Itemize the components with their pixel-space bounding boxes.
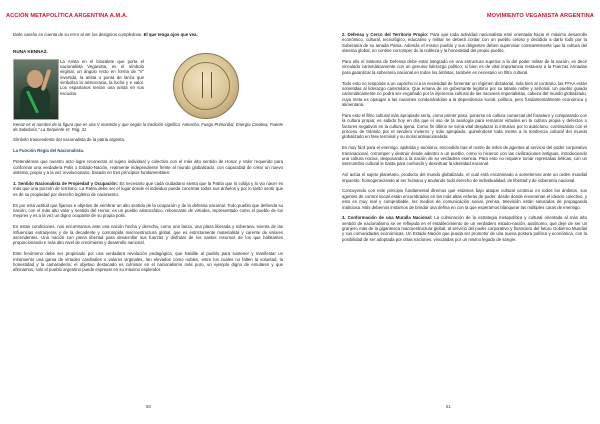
paragraph-5: Este fenómeno debe ser propiciado por una verdadera revolución pedagógica, que habilite al pueblo para sostener y manifestar un miramiento una gama de virtudes cardinales o valores virginales, tan elevados como nobles, entre los cuales no falten la voluntad, la honestidad y la camaradería; el objetivo destacado es culminar en el nacionalismo más puro, un ejemplo digno de emulares y que afirmamos, solo el pueblo argentino puede expresar en su máximo esplendor. [13, 251, 283, 273]
symbol-line: Símbolo trascendente del nacionalista de la patria argenta. [13, 137, 126, 143]
principle-3-text: La culminación de la estrategia metapolítica y cultural orientada al más alto sentido de nacionalismo se ve reflejada en el establecimiento de un verdadero estado-nación, autónomo, que deje de ser un granjero más de la gigantesca macroestructura global, al servicio del poder corporativo y financiero del futuro Gobierno Mundial y sus comunidades económicas. Un Estado-Nación que pueda ser promotor de una nueva postura política y económica, con la posibilidad de ser adoptada por otras naciones, vinculadas por un mismo legado de sangre. [342, 215, 587, 242]
paragraph-4: En estas condiciones, nos encontramos ante una nación hecha y derecha, como una lanza, una plaza liberada y soberana, exenta de las influencias extranjeras y de la decadente y corrompida macroestructura global, que es estrictamente materialista y carente de valores ascendentes. Una nación con plena libertad para desarrollar sus fuerzas y disfrutar de los vastos recursos de los que habitantes proporcionando e más alto nivel de crecimiento y desarrollo nacional. [13, 224, 283, 246]
right-page [300, 0, 600, 424]
runa-description: La Arista en el brazalete que porta el nacionalista Veganista, es el símbolo virginal, un ángulo recto en forma de "V" invertida, la arista o punta de lanza que simboliza la aristocracia, la lucha y e valor. Los espartanos tenían una arista en sus escudos. [60, 58, 144, 96]
intro-bold-text: El que tenga ojos que vea. [143, 32, 198, 37]
right-paragraph-2: Para ello el Sistema de Defensa debe estar integrado en una estructura superior a la del poder militar de la nación, es decir vinculado carismáticamente con un genuino liderazgo político; si bien es de vital importancia restaurar a la Fuerzas Armadas para garantizar la soberanía nacional en todos los ámbitos, también es necesario un filtro cultural. [342, 58, 587, 75]
right-paragraph-3: Todo esto no responde a un capricho ni a la necesidad de fomentar un régimen dictatorial, más bien al contrario, las FFAA están sometidas al liderazgo carismático. Que emana de un gobernante legítimo por su talante noble y señorial. Un pueblo guiado carismáticamente no podrá ser engañado por la injerencia cultural de las naciones imperialistas, cabeza del mundo globalizado, cuya meta es opaugar a las naciones condenándolas a la dependencia social, política, pero fundamentalmente económica y alimentaria. [342, 80, 587, 107]
left-page-body [13, 32, 283, 278]
section-title: La Función Regia del Nacionalista. [13, 148, 84, 154]
kenaz-rune-coin-icon [173, 53, 239, 119]
right-paragraph-8 [342, 215, 587, 242]
intro-text: tarde caerán en cuenta de su error al ver los designios cumplirdose. [13, 32, 143, 37]
principle-2-text: Para que toda actividad nacionalista esté orientada hacia el máximo desarrollo económico, cultural, tecnológico, educativo y militar se deberá contar con un pueblo celoso y decidido a darlo todo por la Soberanía de su amada Patria. Además el mismo pueblo y sus dirigentes deben supervisar constantemente que la cultura del sistema global, no contine corromper do la nobleza y la honestidad del propio pueblo. [342, 32, 588, 54]
intro-paragraph [13, 32, 283, 37]
nationalist-portrait-image [13, 59, 59, 120]
principle-3-title: 3. Conformación de una Muralla Nacional: [342, 215, 433, 221]
right-page-header: MOVIMIENTO VEGANISTA ARGENTINA [486, 13, 594, 19]
right-page-number: 51 [446, 404, 451, 409]
paragraph-1: Pretendemos que nuestro acto logre reconectar al sujeto individual y colectivo con el más alto sentido de Honor y Valor requerido para conformar una verdadera Polis o Estado-Nación, realmente independiente frente al mundo globalizado, con capacidad de crear un nuevo sistema, propio y a la vez revolucionario, basado en tres principios fundamentales: [13, 159, 283, 176]
runa-title: RUNA KENNAZ. [13, 49, 48, 55]
right-paragraph-5: Es muy fácil para el enemigo, apátrida y anónimo, escondido tras el rostro de miles de agentes al servicio del poder corporativo transnacional, corromper y destruir desde adentro a un pueblo, como lo hicieron con las civilizaciones antiguas, introduciendo una cultura nociva, desposando a la nación de su verdadera esencia. Para esto no requiere tomar represalias bélicas, con un intercambio cultural le basta para confundir y desvirtuar la identidad nacional. [342, 145, 587, 167]
paragraph-2 [13, 181, 283, 197]
right-paragraph-1 [342, 32, 587, 53]
runa-block [13, 59, 283, 119]
right-page-body [342, 32, 587, 248]
principle-1-title: 1. Sentido Nacionalista de Propiedad y Ocupación: [13, 180, 119, 186]
principle-2-title: 2. Defensa y Cerco del Territorio Propio: [342, 32, 429, 37]
right-paragraph-7: Concuyendo con este principio fundamental diremos que estamos bajo ataque cultural continuo en todos los ámbitos, sus agentes de control social están encumbrados en las más altas esferas de poder, desde donde envenenan el ideario colectivo, y esto es muy real y comprobable, los medios de comunicación social, prensa, televisión están saturados de propaganda maliciosa. Más debemos instarnos de brindar una defina en con la que esperamos blanquear las múltiples caras de enemigo. [342, 188, 587, 210]
right-paragraph-4: Para esto el filtro cultural más apropiado sería, como primer paso, ponerse en cultura comercial del forastero y comparando con la cultura propia; es sabido hoy en día que el uso de la axiología para remarcar virtudes en la cultura propia y defectos o factores negativos en la cultura ajena. Como fin último se torna vital desplazar lo intrusivo por lo autóctono, continuando con el proceso de tránsito por el sendero invierno y más apropiado, quiméndose toda mente a la tendencia cultural del mundo globalizado en fase terminal y su moral antinacionalista. [342, 112, 587, 140]
right-paragraph-6: Así actúa el sujeto planetario, producto del mundo globalizado, el cual está encaminado a someternos ante un orden mundial impuesto, homogeneizando al ser humano y anulando todo derecho de individualidad, de libertad y de soberanía nacional. [342, 172, 587, 183]
left-page-number: 50 [146, 404, 151, 409]
kenaz-caption: Kenaz es el nombre de la figura que es una V invertida y que según la tradición significa: Antorcha, Fuego Primordial, Energía Creativa, Fuente de Sabiduría." La Serpiente VI, Pág. 31 [13, 121, 283, 132]
left-page-header: ACCIÓN METAPOLÍTICA ARGENTINA A.M.A. [6, 13, 128, 19]
paragraph-3: Es por esta actitud que fijamos e objetivo de sembrar un alto sentido de la ocupación y de la defensa nacional. Todo pueblo que defienda su nación, con el más alto valor y sentido del Honor, es un pueblo aristocrático, reboscante de virtudes, representado como el pueblo de los mejores y es a la vez un digno ocupante de su propia polis. [13, 202, 283, 219]
principle-1-text: Es necesario que cada ciudadano sienta que la Patria que lo cobija y lo vio nacer es más que una porción de territorio. La Patria debe ser el lugar donde el individuo pueda concretar todos sus anhelos y por lo tanto sentir que es de su propiedad por derecho legítimo de nacimiento. [13, 180, 283, 197]
